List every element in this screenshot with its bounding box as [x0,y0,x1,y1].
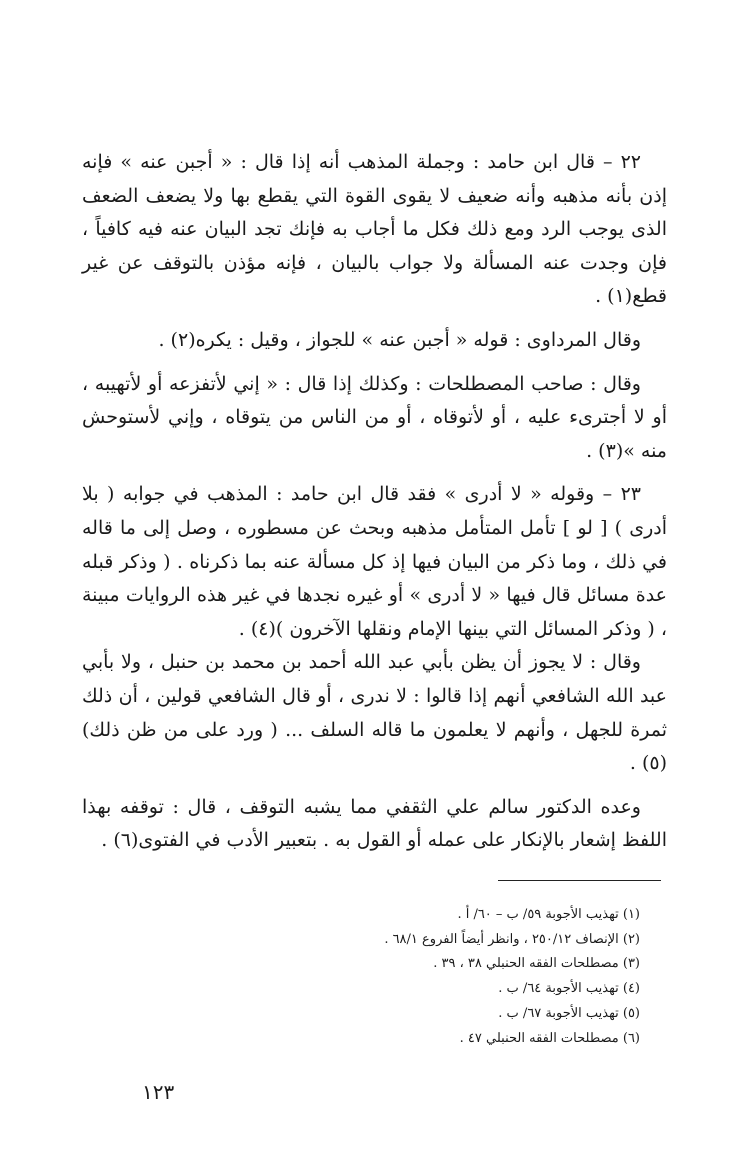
paragraph-la-yajuz [82,646,667,780]
footnote-1: (١) تهذيب الأجوبة ٥٩/ ب – ٦٠/ أ . [457,907,640,922]
paragraph-la-yajuz-text: وقال : لا يجوز أن يظن بأبي عبد الله أحمد بن محمد بن حنبل ، ولا بأبي عبد الله الشافعي أنهم إذا قالوا : لا ندرى ، أو قال الشافعي قولين ، أن ذلك ثمرة للجهل ، وأنهم لا يعلمون ما قاله السلف ... ( ورد على من ظن ذلك)(٥) . [82,651,667,775]
footnote-separator [498,880,661,881]
paragraph-23-text: ٢٣ – وقوله « لا أدرى » فقد قال ابن حامد : المذهب في جوابه ( بلا أدرى ) [ لو ] تأمل المتأمل مذهبه وبحث عن مسطوره ، وصل إلى ما قاله في ذلك ، وما ذكر من البيان فيها إذ كل مسألة عنه بما ذكرناه . ( وذكر قبله عدة مسائل قال فيها « لا أدرى » أو غيره نجدها في غير هذه الروايات مبينة ، ( وذكر المسائل التي بينها الإمام ونقلها الآخرون )(٤) . [82,483,667,640]
footnotes [250,903,640,1051]
footnote-3: (٣) مصطلحات الفقه الحنبلي ٣٨ ، ٣٩ . [433,956,640,972]
footnote-4: (٤) تهذيب الأجوبة ٦٤/ ب . [498,981,640,997]
footnote-5: (٥) تهذيب الأجوبة ٦٧/ ب . [498,1005,640,1021]
paragraph-mardawi-text: وقال المرداوى : قوله « أجبن عنه » للجواز ، وقيل : يكره(٢) . [158,328,641,351]
footnote-6: (٦) مصطلحات الفقه الحنبلي ٤٧ . [459,1030,640,1046]
main-text [82,146,667,858]
footnote-2: (٢) الإنصاف ٢٥٠/١٢ ، وانظر أيضاً الفروع ٦٨/١ . [384,931,640,947]
paragraph-23 [82,478,667,646]
paragraph-mustalahat-text: وقال : صاحب المصطلحات : وكذلك إذا قال : « إني لأتفزعه أو لأتهيبه ، أو لا أجترىء عليه ، أو لأتوقاه ، أو من الناس من يتوقاه ، وإني لأستوحش منه »(٣) . [82,372,667,462]
page-number: ١٢٣ [142,1080,175,1104]
paragraph-thaqafi-text: وعده الدكتور سالم علي الثقفي مما يشبه التوقف ، قال : توقفه بهذا اللفظ إشعار بالإنكار على عمله أو القول به . بتعبير الأدب في الفتوى(٦) . [82,795,667,852]
paragraph-mardawi [82,324,667,358]
paragraph-thaqafi [82,791,667,858]
paragraph-22 [82,146,667,314]
paragraph-22-text: ٢٢ – قال ابن حامد : وجملة المذهب أنه إذا قال : « أجبن عنه » فإنه إذن بأنه مذهبه وأنه ضعيف لا يقوى القوة التي يقطع بها ولا يضعف الضعف الذى يوجب الرد ومع ذلك فكل ما أجاب به فإنك تجد البيان عنه فيه كافياً ، فإن وجدت عنه المسألة ولا جواب بالبيان ، فإنه مؤذن بالتوقف عن غير قطع(١) . [82,151,667,308]
paragraph-mustalahat [82,368,667,469]
